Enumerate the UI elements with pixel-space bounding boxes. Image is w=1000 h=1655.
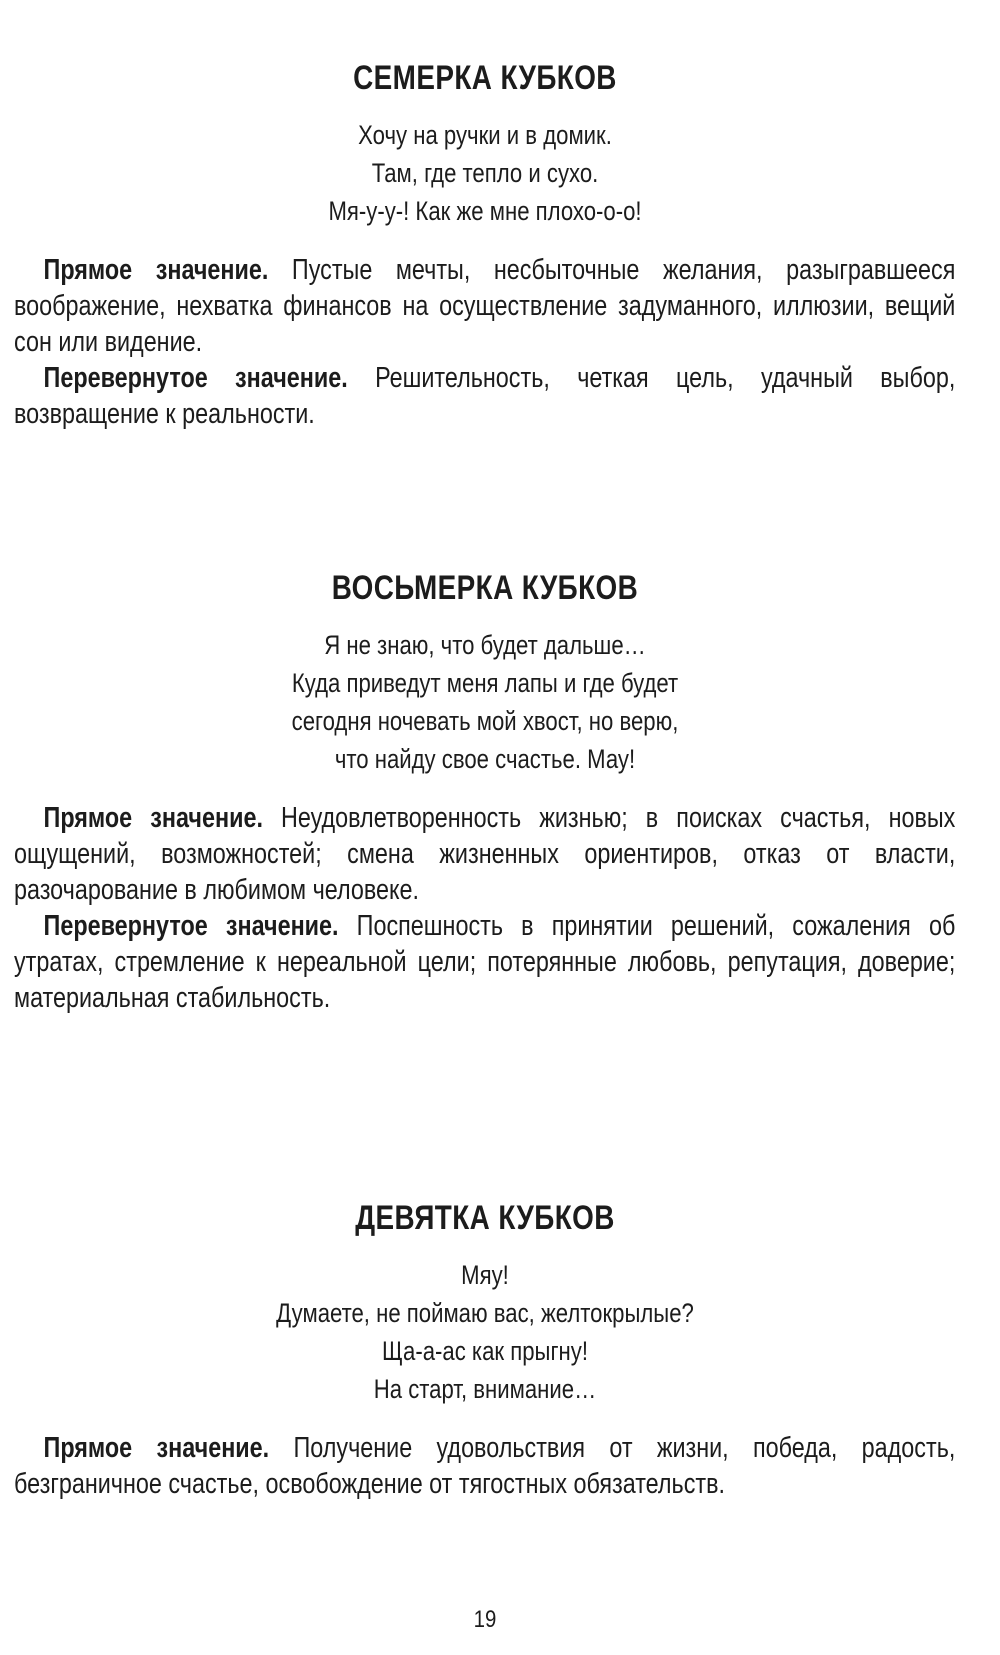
poem-line: что найду свое счастье. Мау! [334, 744, 636, 774]
upright-meaning-paragraph [14, 800, 955, 908]
poem-line: Думаете, не поймаю вас, желтокрылые? [276, 1298, 694, 1328]
upright-meaning-text: Получение удовольствия от жизни, победа, радость, безграничное счастье, освобождение от тягостных обязательств. [14, 1432, 956, 1500]
poem-line: Я не знаю, что будет дальше… [324, 630, 646, 660]
upright-meaning-label: Прямое значение. [43, 802, 263, 834]
poem [14, 116, 956, 230]
reversed-meaning-text: Решительность, четкая цель, удачный выбор, возвращение к реальности. [14, 362, 956, 430]
reversed-meaning-text: Поспешность в принятии решений, сожаления об утратах, стремление к нереальной цели; потерянные любовь, репутация, доверие; материальная стабильность. [14, 910, 956, 1014]
reversed-meaning-label: Перевернутое значение. [43, 910, 339, 942]
upright-meaning-text: Неудовлетворенность жизнью; в поисках счастья, новых ощущений, возможностей; смена жизненных ориентиров, отказ от власти, разочарование в любимом человеке. [14, 802, 956, 906]
poem-line: сегодня ночевать мой хвост, но верю, [291, 706, 679, 736]
poem [14, 626, 956, 778]
poem [14, 1256, 956, 1408]
poem-line: Мя-у-у-! Как же мне плохо-о-о! [328, 196, 642, 226]
upright-meaning-paragraph [14, 1430, 955, 1502]
upright-meaning-label: Прямое значение. [43, 254, 269, 286]
reversed-meaning-paragraph [14, 908, 955, 1016]
poem-line: На старт, внимание… [373, 1374, 597, 1404]
reversed-meaning-paragraph [14, 360, 955, 432]
book-page [14, 0, 956, 1655]
poem-line: Хочу на ручки и в домик. [358, 120, 612, 150]
poem-line: Мяу! [461, 1260, 509, 1290]
card-section-eight-of-cups [14, 568, 956, 1016]
card-title: СЕМЕРКА КУБКОВ [353, 59, 617, 97]
upright-meaning-paragraph [14, 252, 955, 360]
card-title: ДЕВЯТКА КУБКОВ [355, 1199, 615, 1237]
card-title: ВОСЬМЕРКА КУБКОВ [331, 569, 639, 607]
reversed-meaning-label: Перевернутое значение. [43, 362, 348, 394]
poem-line: Куда приведут меня лапы и где будет [291, 668, 679, 698]
upright-meaning-label: Прямое значение. [43, 1432, 270, 1464]
page-number: 19 [473, 1606, 497, 1633]
poem-line: Там, где тепло и сухо. [371, 158, 599, 188]
card-section-seven-of-cups [14, 58, 956, 432]
poem-line: Ща-а-ас как прыгну! [382, 1336, 588, 1366]
card-section-nine-of-cups [14, 1198, 956, 1502]
upright-meaning-text: Пустые мечты, несбыточные желания, разыгравшееся воображение, нехватка финансов на осуществление задуманного, иллюзии, вещий сон или видение. [14, 254, 956, 358]
